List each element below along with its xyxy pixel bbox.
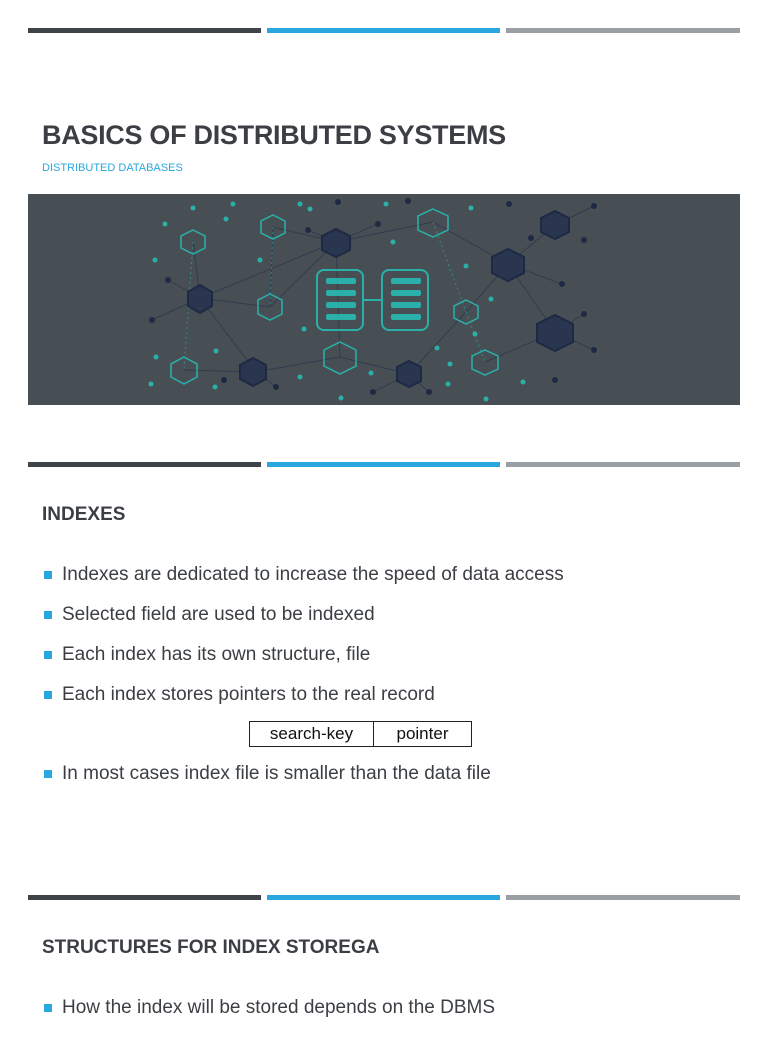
rule-segment-dark (28, 895, 261, 900)
rule-segment-blue (267, 462, 500, 467)
list-item (44, 763, 491, 803)
bullet-square-icon (44, 770, 52, 778)
rule-segment-grey (506, 28, 740, 33)
bullet-text: In most cases index file is smaller than the data file (62, 763, 491, 784)
rule-segment-blue (267, 28, 500, 33)
search-key-cell: search-key (250, 722, 374, 746)
section-heading-indexes: INDEXES (42, 504, 126, 525)
list-item (44, 684, 564, 724)
accent-rule-top (28, 28, 740, 33)
slide-title: BASICS OF DISTRIBUTED SYSTEMS (42, 120, 506, 150)
bullet-text: Selected field are used to be indexed (62, 604, 375, 625)
bullet-list-indexes-continued (44, 763, 491, 803)
list-item (44, 997, 495, 1037)
bullet-square-icon (44, 691, 52, 699)
bullet-text: Each index has its own structure, file (62, 644, 371, 665)
bullet-square-icon (44, 1004, 52, 1012)
bullet-square-icon (44, 651, 52, 659)
bullet-square-icon (44, 571, 52, 579)
bullet-list-indexes (44, 564, 564, 724)
rule-segment-dark (28, 462, 261, 467)
index-entry-diagram (249, 721, 472, 747)
accent-rule-middle (28, 462, 740, 467)
rule-segment-grey (506, 895, 740, 900)
accent-rule-bottom (28, 895, 740, 900)
bullet-square-icon (44, 611, 52, 619)
rule-segment-grey (506, 462, 740, 467)
bullet-text: How the index will be stored depends on the DBMS (62, 997, 496, 1018)
bullet-text: Indexes are dedicated to increase the speed of data access (62, 564, 564, 585)
rule-segment-blue (267, 895, 500, 900)
list-item (44, 644, 564, 684)
list-item (44, 604, 564, 644)
network-illustration (28, 194, 740, 405)
section-heading-structures: STRUCTURES FOR INDEX STOREGA (42, 937, 380, 958)
slide-subtitle: DISTRIBUTED DATABASES (42, 162, 183, 174)
rule-segment-dark (28, 28, 261, 33)
network-graph-icon (28, 194, 740, 405)
list-item (44, 564, 564, 604)
bullet-list-structures (44, 997, 495, 1037)
pointer-cell: pointer (396, 724, 449, 743)
bullet-text: Each index stores pointers to the real record (62, 684, 435, 705)
